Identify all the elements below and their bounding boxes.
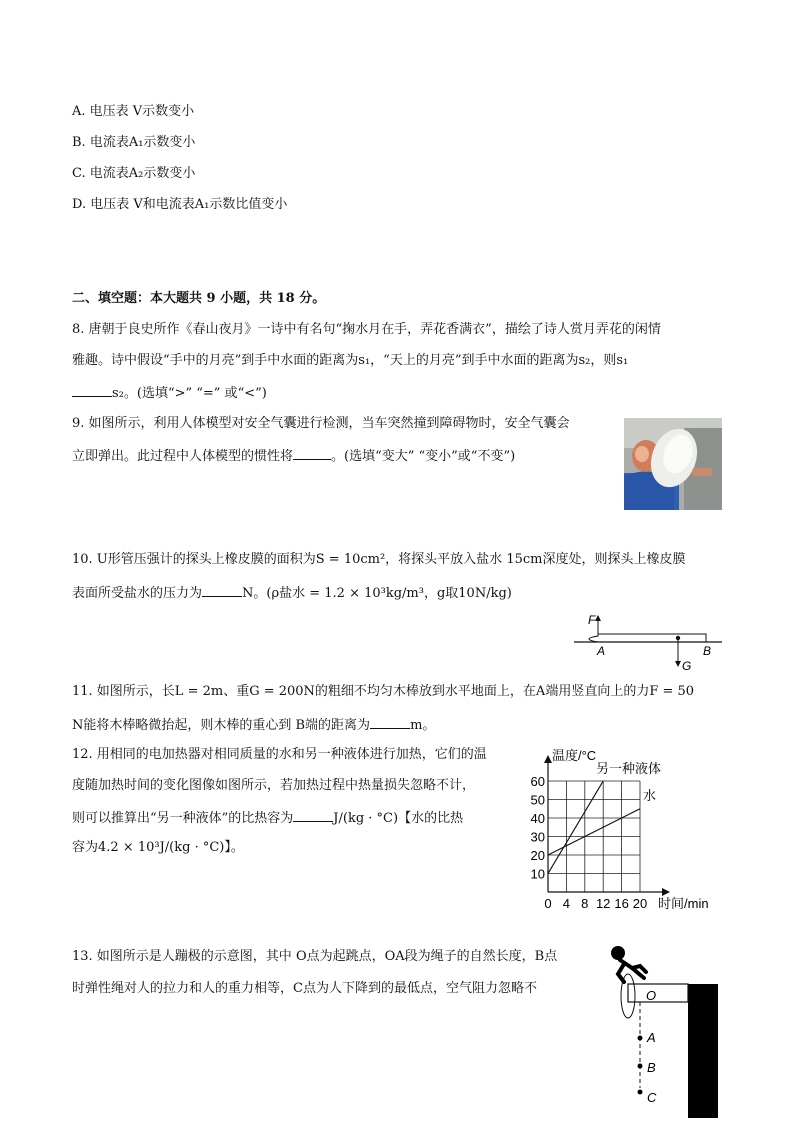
series-line-0: [548, 781, 603, 874]
gravity-g-label: G: [682, 659, 692, 672]
x-tick-label: 0: [544, 896, 552, 911]
y-axis-arrow: [544, 755, 552, 763]
option-d: D. 电压表 V和电流表A₁示数比值变小: [72, 197, 288, 212]
x-axis-arrow: [662, 888, 670, 896]
point-a-label: A: [647, 1030, 656, 1045]
q10-line2: 表面所受盐水的压力为 N。(ρ盐水 = 1.2 × 10³kg/m³，g取10N/kg): [72, 582, 512, 604]
y-axis-label: 温度/°C: [552, 748, 597, 763]
y-tick-label: 40: [530, 811, 545, 826]
x-tick-label: 4: [562, 896, 571, 911]
q12-line4: 容为4.2 × 10³J/(kg · °C)】。: [72, 840, 244, 855]
person-head: [611, 946, 625, 960]
point-c-label: C: [647, 1090, 657, 1105]
q10-line1: 10. U形管压强计的探头上橡皮膜的面积为S = 10cm²，将探头平放入盐水 15cm深度处，则探头上橡皮膜: [72, 552, 686, 567]
point-b-label: B: [703, 644, 712, 658]
q11-line1: 11. 如图所示，长L = 2m、重G = 200N的粗细不均匀木棒放到水平地面上，在A端用竖直向上的力F = 50: [72, 684, 695, 699]
point-a-label: A: [597, 644, 606, 658]
y-tick-label: 30: [530, 829, 545, 845]
x-axis-label: 时间/min: [658, 896, 709, 911]
y-tick-label: 10: [530, 866, 545, 882]
x-tick-label: 8: [581, 896, 589, 911]
x-tick-label: 12: [595, 896, 611, 911]
answer-blank[interactable]: [293, 807, 333, 822]
temperature-time-chart: [520, 742, 725, 914]
q11-line2: N能将木棒略微抬起，则木棒的重心到 B端的距离为 m。: [72, 714, 435, 736]
x-tick-label: 20: [632, 896, 648, 911]
force-f-label: F: [588, 613, 596, 627]
q13-line2: 时弹性绳对人的拉力和人的重力相等，C点为人下降到的最低点，空气阻力忽略不: [72, 981, 537, 996]
y-tick-label: 20: [530, 848, 545, 863]
answer-blank[interactable]: [72, 382, 112, 397]
y-tick-label: 50: [530, 792, 545, 808]
stick-diagram: [570, 610, 730, 672]
answer-blank[interactable]: [202, 582, 242, 597]
q12-line1: 12. 用相同的电加热器对相同质量的水和另一种液体进行加热，它们的温: [72, 747, 487, 762]
option-c: C. 电流表A₂示数变小: [72, 166, 196, 181]
q9-line2: 立即弹出。此过程中人体模型的惯性将 。(选填“变大” “变小”或“不变”): [72, 445, 515, 467]
y-tick-label: 60: [530, 774, 545, 789]
q8-line2: 雅趣。诗中假设“手中的月亮”到手中水面的距离为s₁，“天上的月亮”到手中水面的距离为s₂，则s₁: [72, 353, 629, 368]
series-line-1: [548, 809, 640, 855]
q12-line3: 则可以推算出“另一种液体”的比热容为 J/(kg · °C)【水的比热: [72, 807, 463, 829]
q8-line1: 8. 唐朝于良史所作《春山夜月》一诗中有名句“掬水月在手，弄花香满衣”，描绘了诗人赏月弄花的闲情: [72, 322, 661, 337]
section-heading: 二、填空题：本大题共 9 小题，共 18 分。: [72, 291, 326, 306]
point-b-label: B: [647, 1060, 656, 1075]
q8-line3: s₂。(选填“>” “=” 或“<”): [72, 382, 267, 404]
option-b: B. 电流表A₁示数变小: [72, 135, 196, 150]
x-tick-label: 16: [614, 896, 629, 911]
q13-line1: 13. 如图所示是人蹦极的示意图，其中 O点为起跳点，OA段为绳子的自然长度，B点: [72, 949, 558, 964]
point-o-label: O: [646, 988, 657, 1003]
series-label-water: 水: [643, 788, 657, 803]
answer-blank[interactable]: [293, 445, 331, 460]
series-label-other-liquid: 另一种液体: [596, 761, 662, 776]
airbag-test-photo: [624, 418, 722, 510]
option-a: A. 电压表 V示数变小: [72, 104, 195, 119]
answer-blank[interactable]: [370, 714, 410, 729]
bungee-diagram: [600, 938, 725, 1120]
q9-line1: 9. 如图所示，利用人体模型对安全气囊进行检测，当车突然撞到障碍物时，安全气囊会: [72, 416, 570, 431]
q12-line2: 度随加热时间的变化图像如图所示，若加热过程中热量损失忽略不计，: [72, 778, 476, 793]
